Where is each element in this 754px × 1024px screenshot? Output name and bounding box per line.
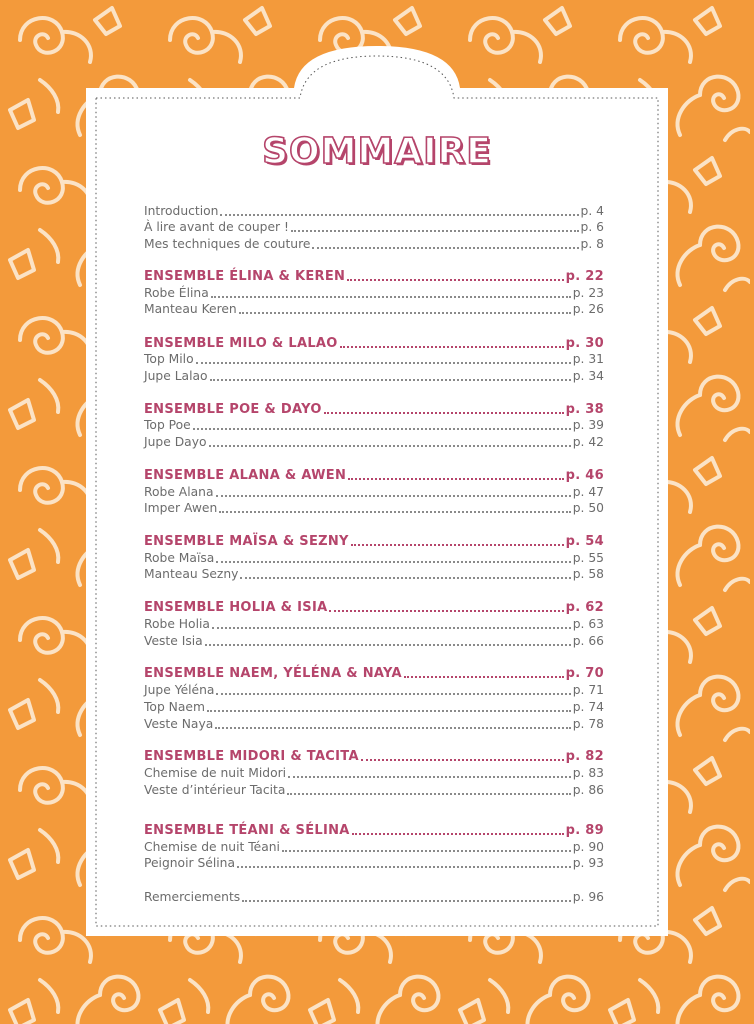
toc-entry-page: p. 50: [572, 501, 604, 515]
toc-entry-page: p. 34: [572, 369, 604, 383]
toc-entry: [144, 300, 604, 317]
toc-entry: [144, 781, 604, 798]
toc-entry-label: Chemise de nuit Téani: [144, 840, 280, 854]
toc-entry: [144, 838, 604, 855]
dot-leader: [210, 379, 571, 381]
toc-entry-label: ENSEMBLE HOLIA & ISIA: [144, 600, 328, 615]
dot-leader: [196, 362, 571, 364]
dot-leader: [207, 710, 571, 712]
toc-section-heading: [144, 532, 604, 549]
toc-entry-page: p. 83: [572, 766, 604, 780]
toc-entry-page: p. 74: [572, 700, 604, 714]
toc-entry-label: Robe Maïsa: [144, 551, 215, 565]
toc-entry-page: p. 38: [565, 402, 604, 417]
dot-leader: [352, 833, 564, 835]
toc-entry-page: p. 78: [572, 717, 604, 731]
dot-leader: [211, 296, 571, 298]
toc-entry: [144, 433, 604, 450]
toc-entry-page: p. 90: [572, 840, 604, 854]
toc-entry-page: p. 55: [572, 551, 604, 565]
toc-entry: [144, 715, 604, 732]
toc-entry-label: Robe Élina: [144, 286, 209, 300]
toc-entry-label: Mes techniques de couture: [144, 237, 311, 251]
toc-entry-label: ENSEMBLE ALANA & AWEN: [144, 468, 347, 483]
dot-leader: [239, 312, 571, 314]
toc-entry-label: Chemise de nuit Midori: [144, 766, 287, 780]
toc-entry: [144, 483, 604, 500]
toc-entry: [144, 565, 604, 582]
toc-entry-page: p. 82: [565, 749, 604, 764]
dot-leader: [242, 900, 571, 902]
toc-entry-label: Manteau Sezny: [144, 567, 239, 581]
dot-leader: [287, 793, 570, 795]
toc-entry-page: p. 26: [572, 302, 604, 316]
toc-entry-label: Jupe Lalao: [144, 369, 208, 383]
dot-leader: [324, 412, 564, 414]
toc-entry-page: p. 70: [565, 666, 604, 681]
toc-entry: [144, 202, 604, 219]
dot-leader: [329, 610, 563, 612]
toc-entry-label: Manteau Keren: [144, 302, 237, 316]
dot-leader: [216, 495, 571, 497]
toc-entry-label: ENSEMBLE ÉLINA & KEREN: [144, 269, 346, 284]
toc-entry: [144, 698, 604, 715]
toc-entry-label: Top Poe: [144, 418, 191, 432]
toc-entry-label: Veste Naya: [144, 717, 214, 731]
dot-leader: [219, 511, 570, 513]
dot-leader: [215, 727, 570, 729]
toc-entry-label: Top Naem: [144, 700, 205, 714]
toc-entry-page: p. 89: [565, 823, 604, 838]
toc-entry: [144, 681, 604, 698]
toc-section-heading: [144, 821, 604, 838]
toc-entry: [144, 499, 604, 516]
toc-entry-label: ENSEMBLE MIDORI & TACITA: [144, 749, 359, 764]
page-title: SOMMAIRE: [262, 131, 492, 172]
toc-entry-page: p. 66: [572, 634, 604, 648]
toc-entry-label: Remerciements: [144, 890, 241, 904]
toc-entry-page: p. 30: [565, 336, 604, 351]
toc-entry: [144, 888, 604, 905]
toc-section-heading: [144, 664, 604, 681]
dot-leader: [209, 445, 571, 447]
toc-entry-page: p. 22: [565, 269, 604, 284]
dot-leader: [288, 776, 571, 778]
toc-entry-label: Introduction: [144, 204, 219, 218]
toc-entry-page: p. 63: [572, 617, 604, 631]
dot-leader: [216, 561, 570, 563]
toc-entry-label: Imper Awen: [144, 501, 218, 515]
toc-entry-page: p. 58: [572, 567, 604, 581]
toc-entry-label: ENSEMBLE MILO & LALAO: [144, 336, 338, 351]
toc-entry-page: p. 39: [572, 418, 604, 432]
toc-entry-label: Top Milo: [144, 352, 194, 366]
toc-entry-page: p. 86: [572, 783, 604, 797]
toc-entry-label: Jupe Dayo: [144, 435, 207, 449]
toc-entry-label: ENSEMBLE POE & DAYO: [144, 402, 322, 417]
dot-leader: [291, 230, 579, 232]
toc-entry-page: p. 8: [580, 237, 604, 251]
dot-leader: [351, 544, 564, 546]
toc-entry-page: p. 93: [572, 856, 604, 870]
toc-entry-page: p. 47: [572, 485, 604, 499]
toc-entry: [144, 284, 604, 301]
dot-leader: [205, 644, 571, 646]
dot-leader: [348, 478, 563, 480]
toc-section-heading: [144, 747, 604, 764]
toc-entry-label: Veste Isia: [144, 634, 203, 648]
dot-leader: [220, 214, 578, 216]
dot-leader: [347, 279, 563, 281]
toc-entry: [144, 764, 604, 781]
toc-entry-page: p. 54: [565, 534, 604, 549]
toc-entry-page: p. 4: [580, 204, 604, 218]
toc-section-heading: [144, 598, 604, 615]
dot-leader: [404, 676, 564, 678]
dot-leader: [282, 850, 571, 852]
toc-section-heading: [144, 400, 604, 417]
toc-entry: [144, 416, 604, 433]
toc-entry-label: Peignoir Sélina: [144, 856, 235, 870]
toc-entry: [144, 350, 604, 367]
dot-leader: [212, 627, 571, 629]
dot-leader: [240, 577, 570, 579]
toc-entry-label: Veste d’intérieur Tacita: [144, 783, 286, 797]
toc-entry: [144, 854, 604, 871]
toc-section-heading: [144, 334, 604, 351]
toc-entry: [144, 615, 604, 632]
toc-entry: [144, 632, 604, 649]
toc-entry-page: p. 62: [565, 600, 604, 615]
toc-entry-page: p. 71: [572, 683, 604, 697]
toc-section-heading: [144, 466, 604, 483]
toc-entry-page: p. 6: [580, 220, 604, 234]
dot-leader: [193, 428, 571, 430]
toc-entry-label: ENSEMBLE TÉANI & SÉLINA: [144, 823, 350, 838]
toc-entry: [144, 367, 604, 384]
toc-entry-label: Jupe Yéléna: [144, 683, 215, 697]
dot-leader: [340, 346, 564, 348]
toc-entry: [144, 549, 604, 566]
toc-entry-page: p. 31: [572, 352, 604, 366]
dot-leader: [361, 759, 564, 761]
toc-entry-page: p. 46: [565, 468, 604, 483]
toc-entry-label: À lire avant de couper !: [144, 220, 289, 234]
toc-entry-label: Robe Alana: [144, 485, 214, 499]
dot-leader: [237, 866, 571, 868]
toc-entry-label: ENSEMBLE NAEM, YÉLÉNA & NAYA: [144, 666, 402, 681]
toc-section-heading: [144, 267, 604, 284]
toc-entry-label: ENSEMBLE MAÏSA & SEZNY: [144, 534, 349, 549]
toc-entry: [144, 218, 604, 235]
dot-leader: [312, 247, 578, 249]
dot-leader: [216, 693, 570, 695]
toc-entry-label: Robe Holia: [144, 617, 210, 631]
toc-entry-page: p. 42: [572, 435, 604, 449]
toc-entry: [144, 235, 604, 252]
toc-entry-page: p. 96: [572, 890, 604, 904]
toc-entry-page: p. 23: [572, 286, 604, 300]
